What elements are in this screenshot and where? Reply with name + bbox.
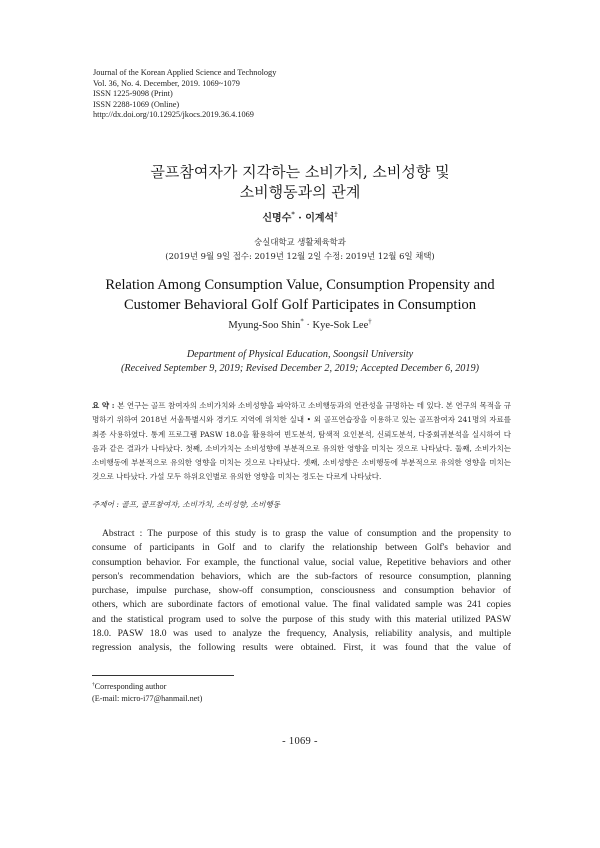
- korean-author-2-mark: †: [334, 210, 338, 219]
- english-abstract-line: Abstract : The purpose of this study is to grasp the value of consumption and the propensity to: [102, 528, 511, 539]
- korean-department: 숭실대학교 생활체육학과: [254, 237, 346, 247]
- korean-dates: (2019년 9월 9일 접수: 2019년 12월 2일 수정: 2019년 12월 6일 채택): [165, 250, 435, 261]
- korean-abstract-text: 본 연구는 골프 참여자의 소비가치와 소비성향을 파악하고 소비행동과의 연관성을 규명하는 데 있다. 본 연구의 목적을 규명하기 위하여 2018년 서울특별시와 경기도 지역에 위치한 실내 • 외 골프연습장을 이용하고 있는 골프참여자 241명의 자료를 최종 사용하였다. 통계 프로그램 PASW 18.0을 활용하여 빈도분석, 탐색적 요인분석, 신뢰도분석, 다중회귀분석을 실시하여 다음과 같은 결과가 나타났다. 첫째, 소비가치는 소비성향에 부분적으로 유의한 영향을 미치는 것으로 나타났다. 둘째, 소비가치는 소비행동에 부분적으로 유의한 영향을 미치는 것으로 나타났다. 셋째, 소비성향은 소비행동에 부분적으로 유의한 영향을 미치는 것으로 나타났다. 가설 모두 하위요인별로 유의한 영향을 미치는 정도는 다르게 나타났다.: [92, 401, 511, 482]
- korean-title: [0, 162, 600, 202]
- english-title-line-1: Relation Among Consumption Value, Consumption Propensity and: [105, 277, 495, 293]
- english-abstract-line: person's recommendation behaviors, which are the sub-factors of resource consumption, planning: [92, 570, 511, 582]
- english-abstract-line: purchase, impulse purchase, show-off consumption, consciousness and consumption behavior of: [92, 585, 511, 597]
- doi-link[interactable]: http://dx.doi.org/10.12925/jkocs.2019.36.4.1069: [93, 110, 254, 120]
- english-dates: (Received September 9, 2019; Revised December 2, 2019; Accepted December 6, 2019): [121, 362, 479, 374]
- english-author-1-mark: *: [300, 318, 304, 326]
- footnote: [92, 681, 392, 705]
- english-abstract-line: 18.0. PASW 18.0 was used to analyze the frequency, Analysis, reliability analysis, and multiple: [92, 628, 511, 640]
- english-department: Department of Physical Education, Soongsil University: [186, 349, 414, 360]
- journal-name: Journal of the Korean Applied Science and Technology: [93, 68, 277, 77]
- english-abstract-line: others, which are subordinate factors of emotional value. The final validated sample was 241 copies: [92, 599, 511, 611]
- english-author-separator: ·: [303, 320, 313, 331]
- issn-online: ISSN 2288-1069 (Online): [93, 99, 180, 109]
- footnote-corresponding: Corresponding author: [94, 682, 167, 691]
- korean-affiliation: [0, 236, 600, 263]
- journal-header: [93, 68, 453, 121]
- korean-authors: [0, 209, 600, 224]
- english-abstract-line: consumption behavior. For example, the functional value, social value, Repetitive behaviors and other: [92, 556, 511, 568]
- english-abstract-line: and the statistical program used to solve the purpose of this study with this material utilized PASW: [92, 613, 511, 625]
- english-abstract-line: consume of participants in Golf and to clarify the relationship between Golf's behavior and: [92, 542, 511, 554]
- footnote-email: (E-mail: micro-i77@hanmail.net): [92, 694, 203, 703]
- korean-author-separator: ·: [294, 213, 306, 224]
- korean-title-line-2: 소비행동과의 관계: [239, 183, 361, 201]
- korean-keywords: 주제어 : 골프, 골프참여자, 소비가치, 소비성향, 소비행동: [92, 500, 281, 509]
- korean-author-1: 신명수: [262, 213, 292, 224]
- korean-author-1-mark: *: [291, 210, 295, 219]
- english-authors: [0, 320, 600, 331]
- english-title-line-2: Customer Behavioral Golf Golf Participates in Consumption: [124, 297, 476, 313]
- footnote-divider: [92, 675, 234, 676]
- english-abstract: [92, 527, 511, 656]
- korean-abstract: [92, 399, 511, 485]
- english-abstract-line: regression analysis, the following results were obtained. First, it was found that the value of: [92, 642, 511, 654]
- page-number: - 1069 -: [282, 736, 318, 747]
- english-author-2: Kye-Sok Lee: [312, 320, 369, 331]
- journal-volume: Vol. 36, No. 4. December, 2019. 1069~1079: [93, 78, 240, 88]
- korean-title-line-1: 골프참여자가 지각하는 소비가치, 소비성향 및: [150, 163, 450, 181]
- english-title: [0, 275, 600, 315]
- english-author-2-mark: †: [368, 318, 372, 326]
- english-affiliation: [0, 348, 600, 376]
- english-author-1: Myung-Soo Shin: [228, 320, 301, 331]
- issn-print: ISSN 1225-9098 (Print): [93, 89, 173, 99]
- korean-abstract-label: 요 약 :: [92, 401, 118, 410]
- footnote-mark: †: [92, 681, 95, 688]
- korean-author-2: 이계석: [305, 213, 335, 224]
